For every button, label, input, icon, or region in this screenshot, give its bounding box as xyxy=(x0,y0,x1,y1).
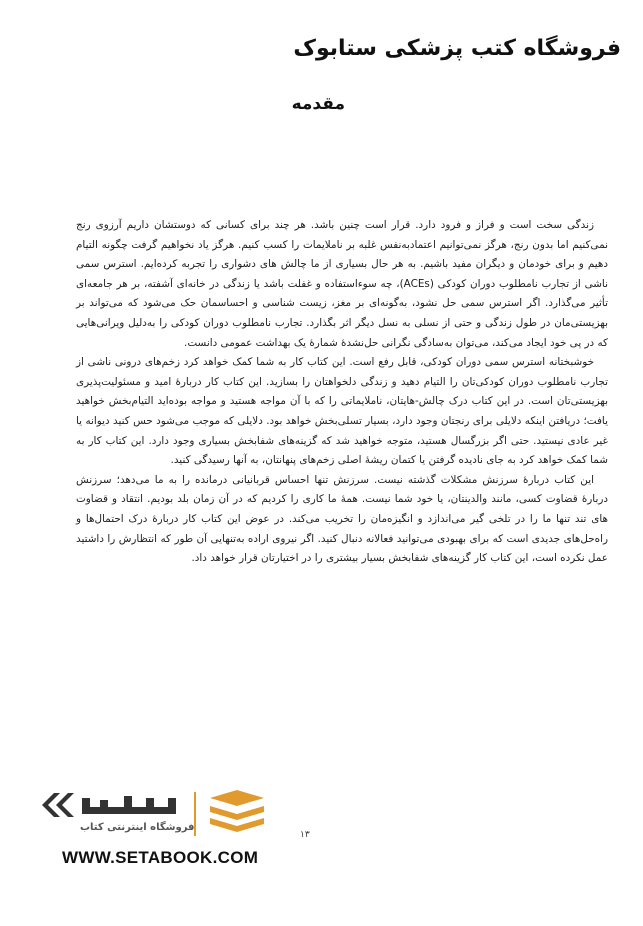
logo-tagline: فروشگاه اینترنتی کتاب xyxy=(80,822,195,833)
paragraph-2: خوشبختانه استرس سمی دوران کودکی، قابل رفع است. این کتاب کار به شما کمک خواهد کرد زخم‌های درونی ناشی از تجارب نامطلوب دوران کودکی‌تان را التیام دهید و زندگی دلخواهتان را بسازید. این کتاب کار دربارهٔ امید و مسئولیت‌پذیری بهزیستی‌تان است. در این کتاب درک چالش-هایتان، ناملایماتی را که با آن مواجه هستید و مواجه بوده‌اید التیام‌بخش خواهید یافت؛ دریافتن اینکه دلایلی برای رنجتان وجود دارد، بسیار تسلی‌بخش خواهد بود. دلایلی که موجب می‌شود حس کنید دیوانه یا غیر عادی نیستید. حتی اگر بزرگسال هستید، متوجه خواهید شد که گزینه‌های شفابخش بسیاری وجود دارد. این کتاب کار به شما کمک خواهد کرد به جای نادیده گرفتن یا کتمان ریشهٔ اصلی زخم‌های پنهانتان، به آنها رسیدگی کنید. xyxy=(76,356,608,467)
paragraph-3: این کتاب دربارهٔ سرزنش مشکلات گذشته نیست. سرزنش تنها احساس قربانیانی درمانده را به ما می‌دهد؛ سرزنش دربارهٔ قضاوت کسی، مانند والدینتان، یا خود شما نیست. همهٔ ما کاری را کردیم که در آن زمان بلد بودیم. انتقاد و قضاوت های تند تنها ما را در تلخی گیر می‌اندازد و انگیزه‌مان را تخریب می‌کند. در عوض این کتاب کار دربارهٔ درک احتمال‌ها و راه‌حل‌های جدیدی است که برای بهبودی می‌توانید فعالانه دنبال کنید. اگر نیروی اراده به‌تنهایی آن طور که انتظارش را داشتید عمل نکرده است، این کتاب کار گزینه‌های شفابخش بسیار بیشتری را در اختیارتان قرار خواهد داد. xyxy=(76,473,608,565)
store-title: فروشگاه کتب پزشکی ستابوک xyxy=(293,36,621,61)
logo-wordmark-icon xyxy=(36,788,186,822)
book-stack-icon xyxy=(206,788,268,840)
section-title: مقدمه xyxy=(291,94,345,114)
paragraph-1: زندگی سخت است و فراز و فرود دارد. قرار است چنین باشد. هر چند برای کسانی که دوستشان داریم آرزوی رنج نمی‌کنیم اما بدون رنج، هرگز نمی‌توانیم اعتمادبه‌نفس غلبه بر ناملایمات را کسب کنیم. هرگز یاد نخواهیم گرفت چگونه التیام دهیم و برای خودمان و دیگران مفید باشیم. به هر حال بسیاری از ما چالش های دشواری را تجربه کرده‌ایم. استرس سمی ناشی از تجارب نامطلوب دوران کودکی (ACEs)، چه سوءاستفاده و غفلت باشد یا زندگی در خانه‌ای آشفته، بر هر جامعه‌ای تأثیر می‌گذارد. اگر استرس سمی حل نشود، به‌گونه‌ای بر مغز، زیست شناسی و احساسمان حک می‌شود که می‌تواند بر بهزیستی‌مان در طول زندگی و حتی از نسلی به نسل دیگر اثر بگذارد. تجارب نامطلوب دوران کودکی را به‌دلیل ویرانی‌هایی که در پی خود ایجاد می‌کند، می‌توان به‌سادگی نگرانی حل‌نشدهٔ شمارهٔ یک بهداشت عمومی دانست. xyxy=(76,219,608,349)
body-text xyxy=(76,216,608,569)
website-link[interactable]: WWW.SETABOOK.COM xyxy=(62,848,259,867)
page-number: ۱۳ xyxy=(300,830,310,840)
